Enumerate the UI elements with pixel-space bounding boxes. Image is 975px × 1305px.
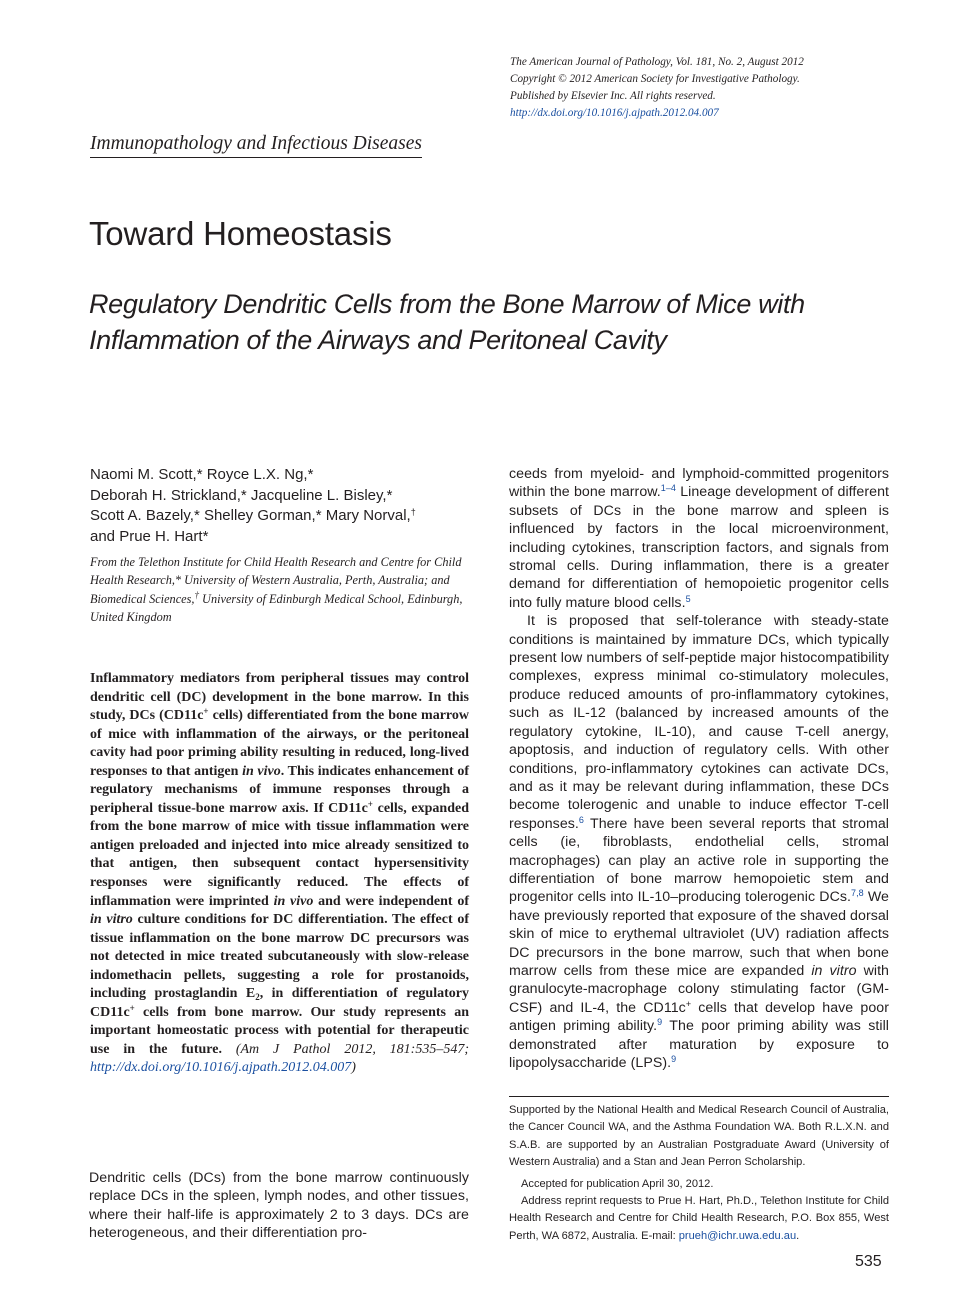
copyright-line: Copyright © 2012 American Society for Investigative Pathology. bbox=[510, 73, 800, 85]
body-paragraph: ceeds from myeloid- and lymphoid-committed progenitors within the bone marrow.$^{1-4}$ Lineage development of different subsets of DCs in the bone marrow and spleen is influenced by factors in the local microenvironment, including cytokines, transcription factors, and signals from stromal cells. During inflammation, there is a greater demand for differentiation of hemopoietic progenitor cells into fully mature blood cells.$^5$ bbox=[509, 466, 889, 611]
body-paragraph: It is proposed that self-tolerance with steady-state conditions is maintained by immature DCs, which typically present low numbers of self-peptide major histocompatibility complexes, express minimal co-stimulatory molecules, produce reduced amounts of pro-inflammatory cytokines, such as IL-12 (balanced by increased amounts of the regulatory cytokine, IL-10), and cause T-cell anergy, apoptosis, and induction of regulatory cells. With other conditions, pro-inflammatory cytokines can activate DCs, and as it may be relevant during inflammation, these DCs become tolerogenic and unable to induce effector T-cell responses.$^6$ There have been several reports that stromal cells (ie, fibroblasts, endothelial cells, stromal macrophages) can play an active role in supporting the differentiation of bone marrow hemopoietic stem and progenitor cells into IL-10–producing tolerogenic DCs.$^{7,8}$ We have previously reported that exposure of the shaved dorsal skin of mice to erythemal ultraviolet (UV) radiation affects DC precursors in the bone marrow, such that when bone marrow cells from these mice are expanded in vitro with granulocyte-macrophage colony stimulating factor (GM-CSF) and IL-4, the CD11c+ cells that develop have poor antigen priming ability.$^9$ The poor priming ability was still demonstrated after maturation by exposure to lipopolysaccharide (LPS).$^9$ bbox=[509, 613, 889, 1071]
reference-link[interactable]: 9 bbox=[671, 1054, 677, 1064]
abstract-citation: (Am J Pathol 2012, 181:535–547; http://dx.doi.org/10.1016/j.ajpath.2012.04.007) bbox=[90, 1041, 470, 1076]
author-list: Naomi M. Scott,* Royce L.X. Ng,* Deborah H. Strickland,* Jacqueline L. Bisley,* Scott A. Bazely,* Shelley Gorman,* Mary Norval,† and Prue H. Hart* bbox=[90, 466, 416, 545]
abstract-doi-link[interactable]: http://dx.doi.org/10.1016/j.ajpath.2012.04.007 bbox=[90, 1060, 352, 1076]
footnotes bbox=[509, 1102, 889, 1245]
address-note: Address reprint requests to Prue H. Hart, Ph.D., Telethon Institute for Child Health Research and Centre for Child Health Research, P.O. Box 855, West Perth, WA 6872, Australia. E-mail: prueh@ichr.uwa.edu.au. bbox=[509, 1195, 889, 1242]
author-name: Shelley Gorman, bbox=[199, 507, 316, 524]
email-link[interactable]: prueh@ichr.uwa.edu.au bbox=[678, 1229, 797, 1242]
article-title: Toward Homeostasis bbox=[89, 215, 392, 252]
abstract: Inflammatory mediators from peripheral tissues may control dendritic cell (DC) development in the bone marrow. In this study, DCs (CD11c+ cells) differentiated from the bone marrow of mice with inflammation of the airways, or the peritoneal cavity had poor priming ability resulting in reduced, long-lived responses to that antigen in vivo. This indicates enhancement of regulatory mechanisms of immune responses through a peripheral tissue-bone marrow axis. If CD11c+ cells, expanded from the bone marrow of mice with tissue inflammation were antigen preloaded and injected into mice already sensitized to that antigen, then subsequent contact hypersensitivity responses were significantly reduced. The effects of inflammation were imprinted in vivo and were independent of in vitro culture conditions for DC differentiation. The effect of tissue inflammation on the bone marrow DC precursors was not detected in mice treated subcutaneously with slow-release indomethacin pellets, suggesting a role for prostanoids, including prostaglandin $E_2$, in differentiation of regulatory CD11c+ cells from bone marrow. Our study represents an important homeostatic process with potential for therapeutic use in the future. (Am J Pathol 2012, 181:535–547; http://dx.doi.org/10.1016/j.ajpath.2012.04.007) bbox=[90, 671, 470, 1076]
section-heading: Immunopathology and Infectious Diseases bbox=[90, 133, 422, 158]
publisher-line: Published by Elsevier Inc. All rights reserved. bbox=[510, 90, 716, 102]
author-name: and Prue H. Hart bbox=[90, 527, 203, 545]
accepted-note: Accepted for publication April 30, 2012. bbox=[521, 1177, 714, 1190]
author-name: Mary Norval, bbox=[321, 507, 411, 524]
body-text-column-1 bbox=[89, 1169, 469, 1243]
reference-link[interactable]: 6 bbox=[578, 814, 584, 825]
journal-header bbox=[510, 54, 950, 122]
author-name: Scott A. Bazely, bbox=[90, 507, 194, 524]
journal-citation: The American Journal of Pathology, Vol. 181, No. 2, August 2012 bbox=[510, 56, 804, 68]
body-paragraph: Dendritic cells (DCs) from the bone marrow continuously replace DCs in the spleen, lymph nodes, and other tissues, where their half-life is approximately 2 to 3 days. DCs are heterogeneous, and their differentiation pro- bbox=[89, 1170, 469, 1242]
funding-note: Supported by the National Health and Medical Research Council of Australia, the Cancer Council WA, and the Asthma Foundation WA. Both R.L.X.N. and S.A.B. are supported by an Australian Postgraduate Award (University of Western Australia) and a Stan and Jean Perron Scholarship. bbox=[509, 1104, 889, 1169]
author-name: Naomi M. Scott, bbox=[90, 466, 197, 483]
doi-link[interactable]: http://dx.doi.org/10.1016/j.ajpath.2012.04.007 bbox=[510, 107, 719, 119]
author-name: Royce L.X. Ng, bbox=[202, 466, 308, 483]
reference-link[interactable]: 7,8 bbox=[851, 888, 864, 899]
reference-link[interactable]: 9 bbox=[657, 1017, 663, 1028]
article-subtitle: Regulatory Dendritic Cells from the Bone Marrow of Mice with Inflammation of the Airways and Peritoneal Cavity bbox=[89, 289, 805, 355]
footnote-divider bbox=[509, 1096, 889, 1097]
body-text-column-2 bbox=[509, 465, 889, 1072]
reference-link[interactable]: 5 bbox=[685, 593, 691, 604]
author-name: Jacqueline L. Bisley, bbox=[246, 486, 387, 504]
reference-link[interactable]: 1–4 bbox=[660, 483, 676, 494]
author-name: Deborah H. Strickland, bbox=[90, 486, 241, 504]
affiliation: From the Telethon Institute for Child Health Research and Centre for Child Health Research,* University of Western Australia, Perth, Australia; and Biomedical Sciences,† University of Edinburgh Medical School, Edinburgh, United Kingdom bbox=[90, 555, 463, 624]
page-number: 535 bbox=[855, 1253, 882, 1270]
